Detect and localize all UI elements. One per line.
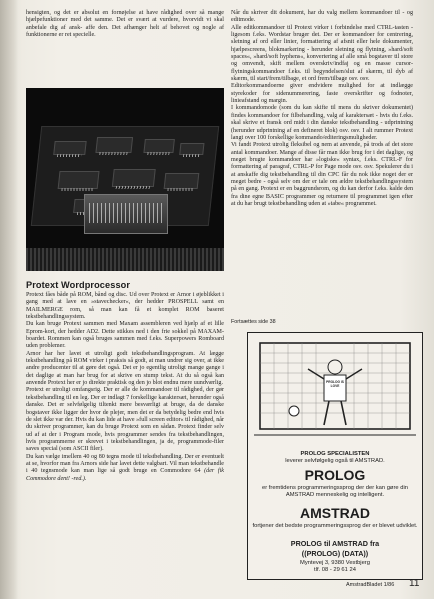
ad-line2: leverer selvfølgelig også til AMSTRAD. <box>285 458 385 464</box>
right-paragraph: I kommandomode (som du kan skifte til mens du skriver dokumentet) findes kommandoer for filbehandling, valg af karaktersæt - hvis du f.eks. skal skrive et fransk ord midt i din danske tekstbehandling - udprintning (herunder udprintning af en defineret blok) osv. osv. I alt rummer Protext langt over 100 forskellige kommando/editeringsmuligheder. <box>231 105 413 141</box>
page-spine-shadow <box>0 0 18 599</box>
article-heading: Protext Wordprocessor <box>26 280 131 290</box>
edge-connector <box>84 194 168 234</box>
left-top-paragraph: hensigten, og det er absolut en fornøjelse at have rådighed over så mange hjælpefunktioner med det samme. Det er svært at vurdere, hvorvidt vi skal anbefale dig af ansk- affe den. Det afhænger helt af behovet og nogle af funktionerne er ret specielle. <box>26 10 224 39</box>
page-number: 11 <box>409 578 420 589</box>
eprom-board-photo <box>26 88 224 271</box>
ad-tagline: PROLOG til AMSTRAD fra <box>290 539 380 548</box>
ad-desc2: fortjener det bedste programmeringssprog der er blevet udviklet. <box>252 523 418 529</box>
right-paragraph: Vi fandt Protext utrolig fleksibel og nem at anvende, på trods af det store antal kommandoer. Mange af disse får man ikke brug for i det daglige, og meget brugte kommandoer har »logiske« syntax, f.eks. CTRL-F for formattering af paragraf, CTRL-P for Page mode osv. osv. Spekulerer du i at anskaffe dig tekstbehandling til din CPC får du nok ikke noget der er meget bedre - også selv om der er tale om ældre tekstbehandlingssystem på en gang. Protext er en baggrundsrom, og du kan derfor f.eks. kalde den fra dine egne BASIC programmer og returnere til programmet igen efter at du har brugt tekstbehandling uden at »tabe« programmet. <box>231 142 413 207</box>
chip <box>58 171 100 189</box>
ad-phone: tlf. 08 - 29 61 24 <box>314 567 356 573</box>
right-paragraph: Når du skriver dit dokument, har du valg mellem kommandoer til - og editmode. <box>231 10 413 24</box>
goalkeeper-cartoon <box>254 339 416 447</box>
footer-issue: AmstradBladet 1/86 <box>346 582 395 588</box>
left-body-paragraph: Du kan vælge imellem 40 og 80 tegns mode til tekstbehandling. Der er eventuelt at se, hvorfor man fra Arnors side har lavet dette valgbart. Vil man tekstbehandle i 40 tegnsmode kan man lige så godt bruge en Commodore 64 (der fik Commodore dent! -red.). <box>26 453 224 482</box>
left-column-top <box>26 10 224 39</box>
chip <box>112 169 156 187</box>
ad-desc1: er fremtidens programmeringssprog der der kan gøre din AMSTRAD menneskelig og intelligent. <box>262 485 408 498</box>
ad-company: ((PROLOG) (DATA)) <box>301 549 369 558</box>
left-column-body <box>26 292 224 483</box>
left-body-paragraph: Arnor har her lavet et utroligt godt tekstbehandlingsprogram. At lægge tekstbehandling på ROM virker i praksis så godt, at man undrer sig over, at ikke andre producenter til at gøre det også. Det er jo egentlig utroligt mange gange i det daglige at man har brug for at skrive en stump tekst. At du så også kan anvende Protext her er jo direkte praktisk og den jo blot endnu mere uundværlig. <box>26 350 224 387</box>
ribbon-cable <box>26 248 224 271</box>
left-body-paragraph: Du kan bruge Protext sammen med Maxam assembleren ved hjælp af et lille Eprom-kort, der hedder AD2. Dette stikkes ned i den frie sokkel på MAXAM-boardet. Rommen kan også bruges sammen med f.eks. Superpowers Romboard uden problemer. <box>26 321 224 350</box>
continued-reference: Fortsættes side 38 <box>231 319 276 325</box>
shirt-sign: PROLOG IS LOVE <box>326 380 344 388</box>
prolog-advertisement <box>247 332 423 580</box>
editor-note: (der fik Commodore dent! -red.). <box>26 468 224 482</box>
right-paragraph: Editorkommandoerne giver endvidere mulighed for at indlægge styrekoder for sidenummerering, faste overskrifter og fodnoter, linieafstand og margin. <box>231 83 413 105</box>
chip <box>53 141 86 155</box>
ad-brand-amstrad: AMSTRAD <box>300 505 370 521</box>
left-body-paragraph: Protext er utroligt omfangsrig. Der er alle de kommandoer til rådighed, der gør tekstbehandling til en leg. Der er indlagt 7 forskellige karaktersæt, herunder også danske. Det er selvfølgelig tiltenkt mere besværligt at bruge, da de danske bogstaver ikke ligger der hvor de plejer, men det er da betydelig bedre end hvis de slet ikke var der. Hvis du kan lide at have »full screen editor« til rådighed, når du skriver programmer, kan du bruge Protext som en sådan. Protext finder selv ud af at der i Program mode, hvis programmer sendes fra tekstbehandlingen, hvis programmerne er skrevet i tekstbehandlingen, ja de, programmode-filer saves special (som ASCII filer). <box>26 387 224 453</box>
chip <box>95 137 133 153</box>
ad-line1: PROLOG SPECIALISTEN <box>300 451 370 457</box>
right-column <box>231 10 413 208</box>
ad-address: Myntevej 3, 9380 Vestbjerg <box>300 560 370 566</box>
chip <box>164 173 200 189</box>
ad-brand-prolog: PROLOG <box>304 467 366 483</box>
left-body-paragraph: Protext fåes både på ROM, bånd og disc. Ud over Protext er Arnor i øjeblikket i gang med at lave en »stavechecker«, der hedder PROSPELL samt en MAILMERGE rom, så man kan få et komplet ROM baseret tekstbehandlingssystem. <box>26 292 224 321</box>
right-paragraph: Alle editkommandoer til Protext virker i forbindelse med CTRL-tasten - ligesom f.eks. Wordstar bruger det. Der er kommandoer for centrering, sletning af ord eller linier, formattering af afsnit eller hele dokumenter, hjælpescreens, blokmarkering - herunder sletning og flytning, »hard/soft spaces«, »hard/soft hyphens«, konvertering af alle små bogstaver til store og omvendt, skift mellem overskriv/indfaj og en masse cursor-flytningskommandoer f.eks. til begyndelsen/slut af skærm, til dyb af skærm, til start/frem/tilbage, et ord frem/tilbage osv. osv. <box>231 24 413 83</box>
chip <box>179 143 204 155</box>
chip <box>143 139 174 153</box>
